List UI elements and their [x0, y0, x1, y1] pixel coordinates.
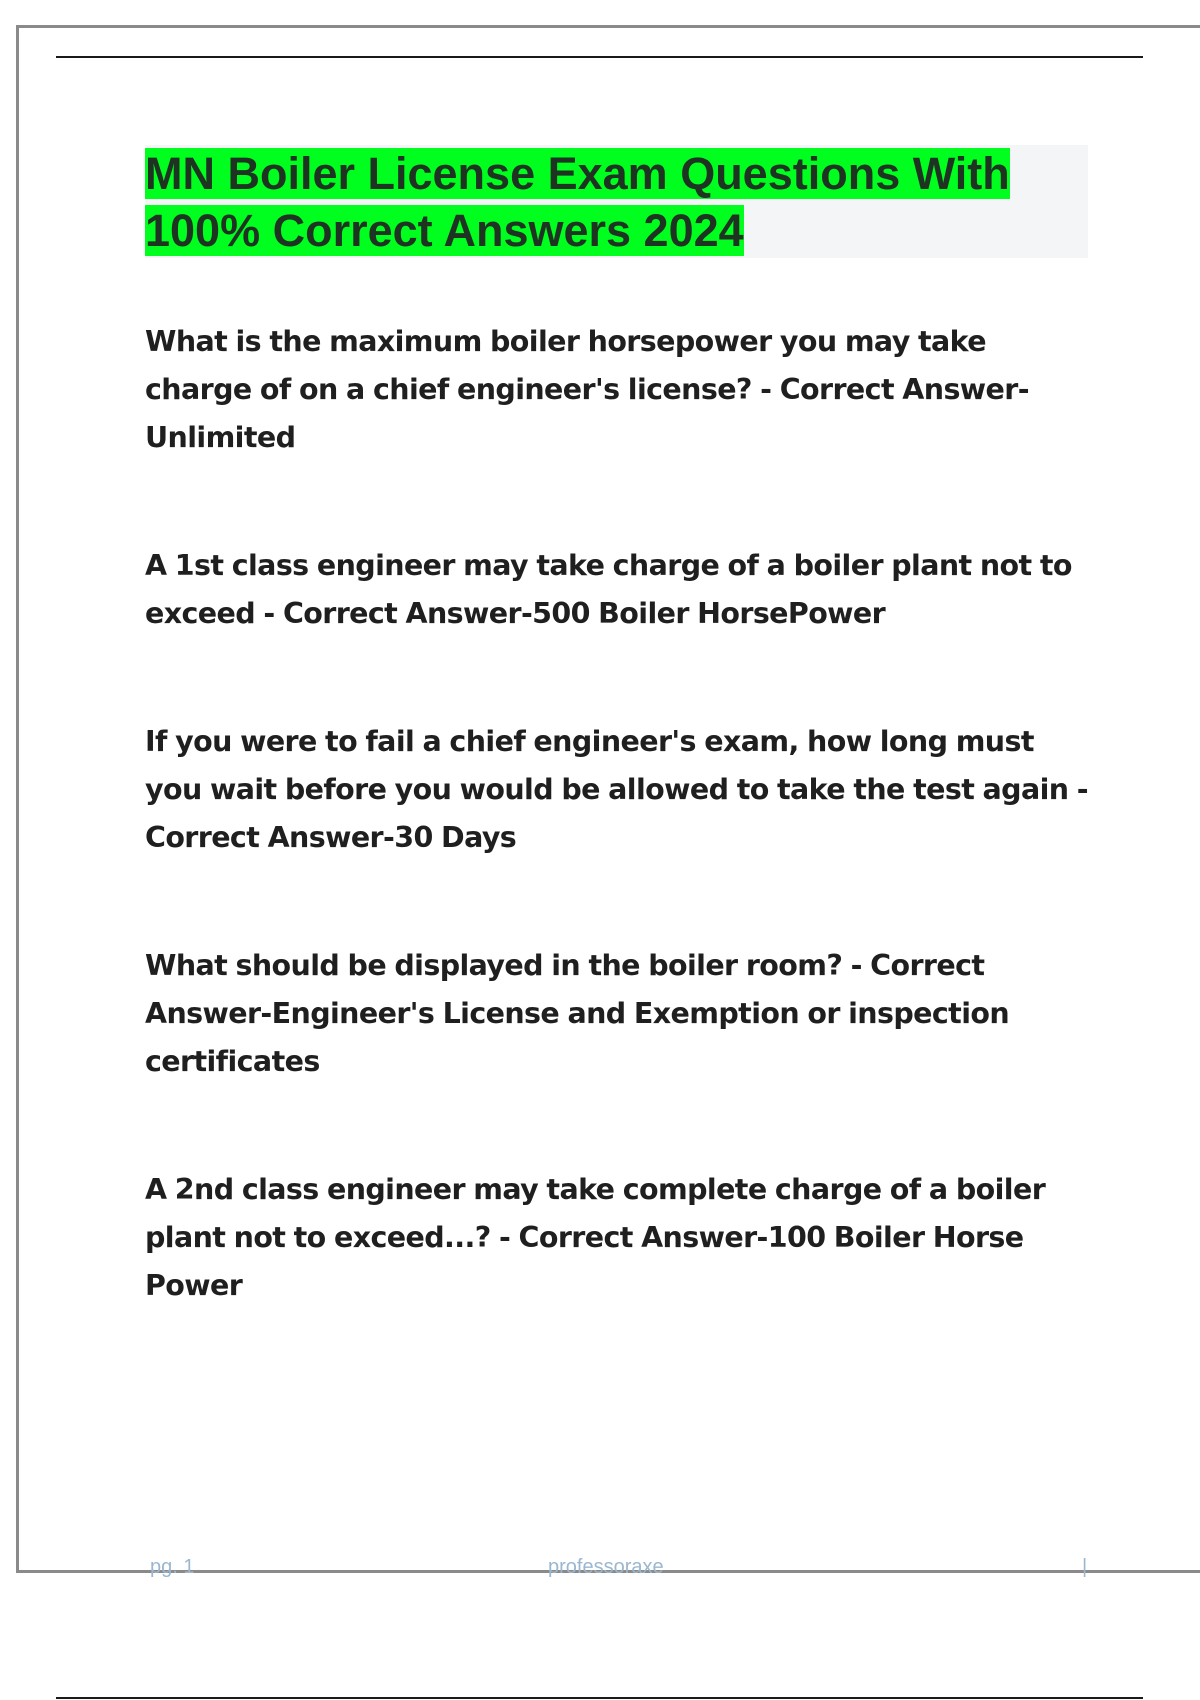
qa-item: What is the maximum boiler horsepower you may take charge of on a chief engineer's license? - Correct Answer-Unlimited	[145, 325, 1029, 454]
title-block	[145, 145, 1088, 258]
qa-item: A 1st class engineer may take charge of a boiler plant not to exceed - Correct Answer-500 Boiler HorsePower	[145, 549, 1072, 630]
qa-item: A 2nd class engineer may take complete charge of a boiler plant not to exceed...? - Correct Answer-100 Boiler Horse Power	[145, 1173, 1046, 1302]
title-highlight: MN Boiler License Exam Questions With 100% Correct Answers 2024	[145, 148, 1010, 256]
footer-brand: professoraxe	[548, 1556, 664, 1578]
footer-page-number: pg. 1	[150, 1556, 195, 1578]
header-rule	[56, 56, 1143, 58]
footer-mark: |	[1082, 1556, 1088, 1578]
qa-list	[145, 318, 1095, 1310]
qa-item: If you were to fail a chief engineer's exam, how long must you wait before you would be allowed to take the test again - Correct Answer-30 Days	[145, 725, 1089, 854]
qa-item: What should be displayed in the boiler room? - Correct Answer-Engineer's License and Exemption or inspection certificates	[145, 949, 1010, 1078]
document-title	[145, 145, 1088, 259]
page-footer	[140, 1556, 1090, 1588]
next-page-rule	[56, 1697, 1143, 1699]
